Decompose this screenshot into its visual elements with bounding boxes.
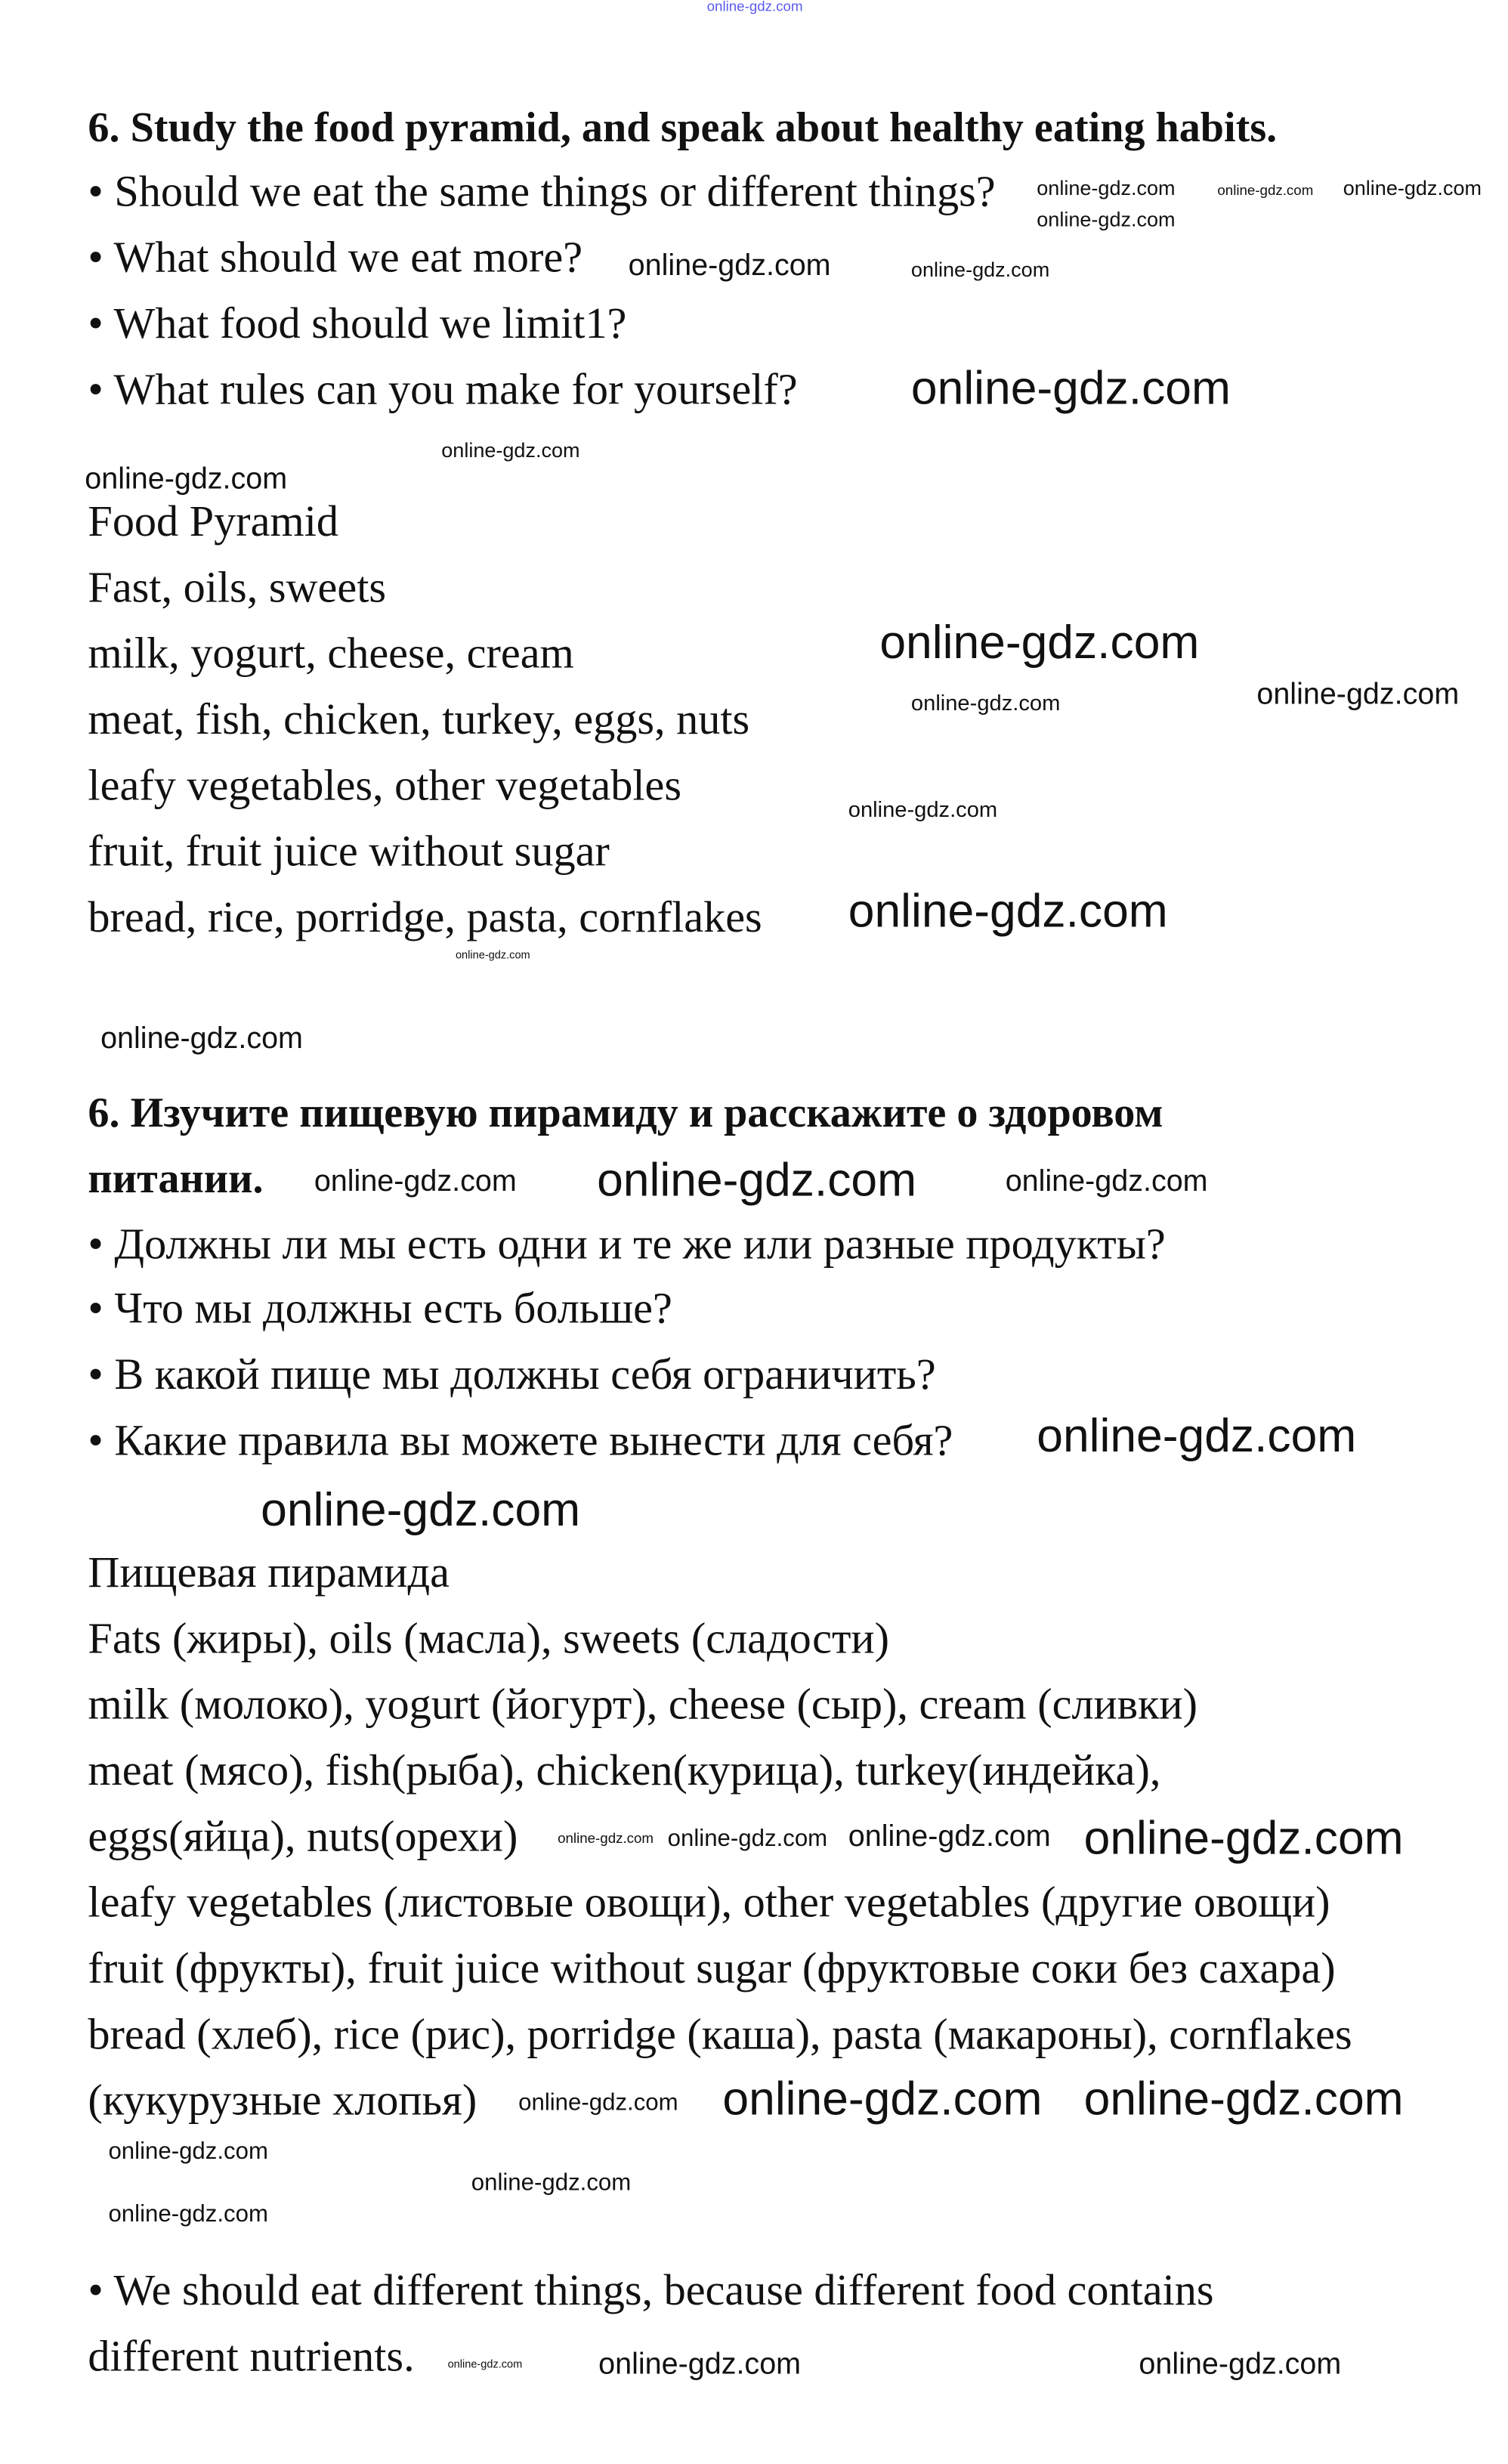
watermark: online-gdz.com	[1005, 1165, 1208, 1199]
russian-pyramid-line: leafy vegetables (листовые овощи), other vegetables (другие овощи)	[88, 1878, 1330, 1928]
watermark: online-gdz.com	[1256, 679, 1460, 712]
pyramid-item: meat, fish, chicken, turkey, eggs, nuts	[88, 696, 750, 745]
pyramid-item: Fast, oils, sweets	[88, 564, 387, 613]
question: • What food should we limit1?	[88, 300, 627, 349]
watermark: online-gdz.com	[598, 2348, 802, 2382]
russian-question: • Какие правила вы можете вынести для себя?	[88, 1417, 953, 1466]
watermark: online-gdz.com	[706, 0, 803, 14]
watermark: online-gdz.com	[910, 689, 1061, 716]
pyramid-item: bread, rice, porridge, pasta, cornflakes	[88, 894, 762, 943]
watermark: online-gdz.com	[471, 2169, 632, 2197]
russian-pyramid-line: milk (молоко), yogurt (йогурт), cheese (сыр), cream (сливки)	[88, 1680, 1198, 1730]
pyramid-item: leafy vegetables, other vegetables	[88, 762, 682, 811]
watermark: online-gdz.com	[848, 796, 998, 822]
watermark: online-gdz.com	[848, 886, 1168, 938]
watermark: online-gdz.com	[597, 1155, 917, 1207]
russian-pyramid-line: bread (хлеб), rice (рис), porridge (каша), pasta (макароны), cornflakes	[88, 2011, 1352, 2060]
watermark: online-gdz.com	[447, 2359, 523, 2371]
watermark: online-gdz.com	[1217, 182, 1314, 198]
russian-title-line: 6. Изучите пищевую пирамиду и расскажите о здоровом	[88, 1088, 1163, 1136]
watermark: online-gdz.com	[100, 1022, 303, 1056]
watermark: online-gdz.com	[667, 1826, 828, 1853]
russian-question: • Что мы должны есть больше?	[88, 1285, 672, 1334]
question: • What rules can you make for yourself?	[88, 366, 798, 415]
watermark: online-gdz.com	[722, 2073, 1043, 2126]
question: • What should we eat more?	[88, 233, 583, 283]
watermark: online-gdz.com	[1037, 175, 1176, 200]
watermark: online-gdz.com	[1139, 2348, 1342, 2382]
watermark: online-gdz.com	[1083, 1813, 1404, 1866]
watermark: online-gdz.com	[1083, 2073, 1404, 2126]
watermark: online-gdz.com	[910, 257, 1050, 282]
watermark: online-gdz.com	[628, 249, 831, 283]
watermark: online-gdz.com	[314, 1165, 517, 1199]
watermark: online-gdz.com	[558, 1830, 654, 1847]
watermark: online-gdz.com	[85, 463, 288, 497]
watermark: online-gdz.com	[879, 617, 1200, 669]
russian-pyramid-line: Fats (жиры), oils (масла), sweets (сладости)	[88, 1615, 889, 1664]
exercise-title: 6. Study the food pyramid, and speak about healthy eating habits.	[88, 104, 1278, 151]
answer-line: • We should eat different things, because different food contains	[88, 2267, 1214, 2316]
russian-pyramid-line: fruit (фрукты), fruit juice without sugar (фруктовые соки без сахара)	[88, 1945, 1336, 1994]
watermark: online-gdz.com	[261, 1484, 581, 1537]
russian-title-line: питании.	[88, 1155, 264, 1202]
russian-question: • Должны ли мы есть одни и те же или разные продукты?	[88, 1220, 1166, 1269]
answer-line: different nutrients.	[88, 2333, 415, 2382]
watermark: online-gdz.com	[455, 950, 530, 962]
pyramid-item: fruit, fruit juice without sugar	[88, 827, 610, 877]
watermark: online-gdz.com	[1037, 1411, 1357, 1463]
russian-pyramid-title: Пищевая пирамида	[88, 1549, 450, 1598]
russian-pyramid-line: meat (мясо), fish(рыба), chicken(курица), turkey(индейка),	[88, 1747, 1161, 1796]
watermark: online-gdz.com	[518, 2089, 678, 2116]
watermark: online-gdz.com	[848, 1820, 1051, 1854]
watermark: online-gdz.com	[441, 438, 580, 462]
question: • Should we eat the same things or different things?	[88, 168, 996, 217]
watermark: online-gdz.com	[1037, 207, 1176, 231]
watermark: online-gdz.com	[910, 363, 1231, 415]
russian-pyramid-line: eggs(яйца), nuts(орехи)	[88, 1813, 518, 1862]
russian-question: • В какой пище мы должны себя ограничить?	[88, 1351, 936, 1400]
pyramid-title: Food Pyramid	[88, 498, 339, 547]
watermark: online-gdz.com	[1343, 175, 1482, 200]
watermark: online-gdz.com	[108, 2200, 268, 2228]
pyramid-item: milk, yogurt, cheese, cream	[88, 629, 574, 679]
watermark: online-gdz.com	[108, 2138, 268, 2166]
russian-pyramid-line: (кукурузные хлопья)	[88, 2076, 477, 2126]
